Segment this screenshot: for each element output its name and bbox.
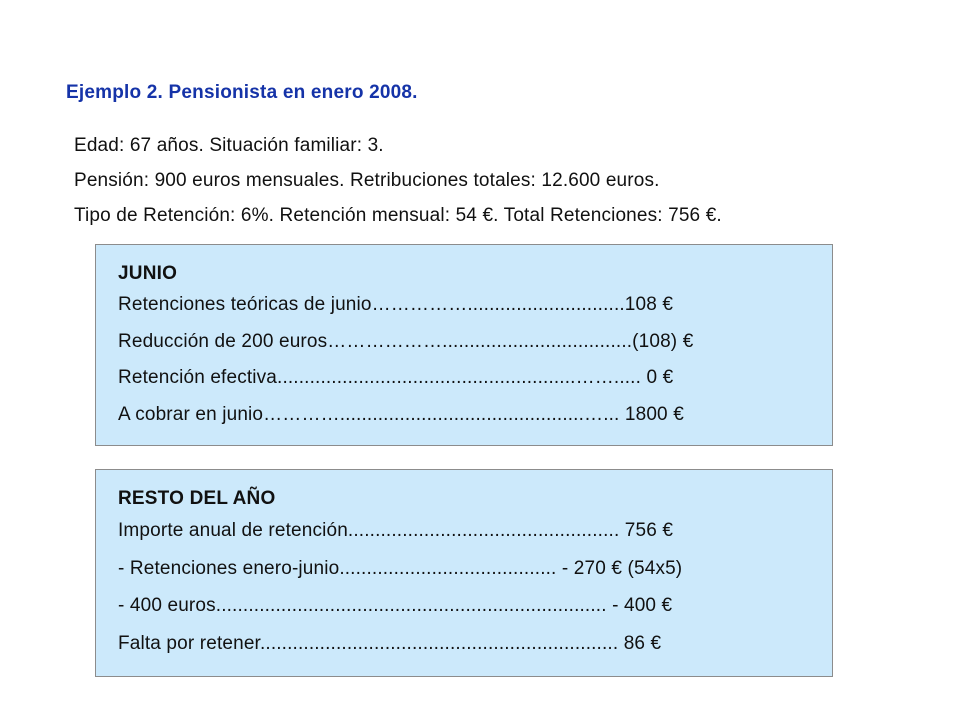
junio-row-a-cobrar: A cobrar en junio………….............................................…... 1800 €: [118, 403, 684, 425]
intro-pension-line: Pensión: 900 euros mensuales. Retribuciones totales: 12.600 euros.: [74, 170, 660, 191]
resto-row-falta-por-retener: Falta por retener.................................................................. 86 €: [118, 632, 662, 654]
resto-row-retenciones-enero-junio: - Retenciones enero-junio........................................ - 270 € (54x5): [118, 557, 683, 579]
resto-row-400-euros: - 400 euros........................................................................ - 400 €: [118, 595, 673, 616]
intro-retention-line: Tipo de Retención: 6%. Retención mensual: 54 €. Total Retenciones: 756 €.: [74, 205, 722, 226]
junio-box: [95, 244, 833, 446]
intro-age-line: Edad: 67 años. Situación familiar: 3.: [74, 135, 384, 156]
junio-row-retenciones-teoricas: Retenciones teóricas de junio…………….............................108 €: [118, 294, 674, 315]
resto-row-importe-anual: Importe anual de retención.................................................. 756 €: [118, 520, 674, 541]
example-title: Ejemplo 2. Pensionista en enero 2008.: [66, 82, 418, 103]
junio-row-reduccion: Reducción de 200 euros………………...................................(108) €: [118, 330, 694, 352]
resto-del-ano-box: [95, 469, 833, 677]
junio-header: JUNIO: [118, 263, 178, 284]
intro-block: [74, 128, 722, 233]
resto-header: RESTO DEL AÑO: [118, 488, 276, 509]
junio-row-retencion-efectiva: Retención efectiva.......................................................……..... 0 €: [118, 367, 674, 388]
